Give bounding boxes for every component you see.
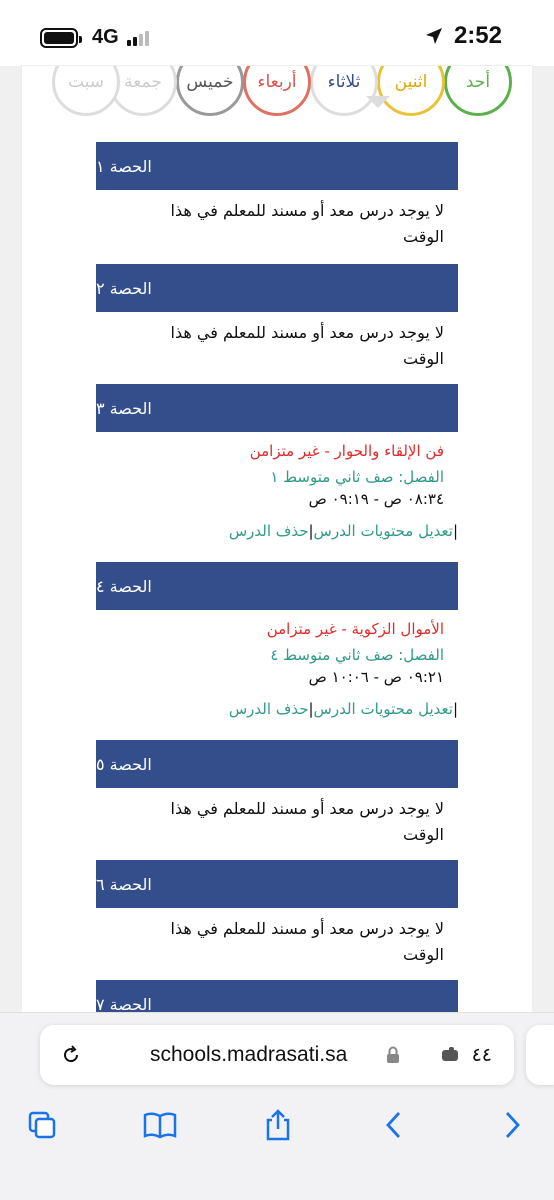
period-title: الحصة ٤ <box>96 576 152 596</box>
separator: | <box>452 700 458 718</box>
location-arrow-icon <box>424 26 444 46</box>
next-tab-preview[interactable] <box>526 1025 554 1085</box>
edit-lesson-link[interactable]: تعديل محتويات الدرس <box>313 700 453 718</box>
address-bar[interactable] <box>40 1025 514 1085</box>
period-header <box>96 562 458 610</box>
period-title: الحصة ٢ <box>96 278 152 298</box>
delete-lesson-link[interactable]: حذف الدرس <box>228 700 309 718</box>
day-thursday[interactable] <box>176 66 244 116</box>
signal-icon <box>127 30 149 46</box>
period-7 <box>96 980 458 1012</box>
day-label: اثنين <box>394 72 428 92</box>
status-time: 2:52 <box>453 22 502 49</box>
period-1 <box>96 142 458 250</box>
period-5 <box>96 740 458 848</box>
page-margin-left <box>0 66 22 1012</box>
no-lesson-message: لا يوجد درس معد أو مسند للمعلم في هذا الوقت <box>170 323 444 368</box>
day-selector <box>52 66 512 118</box>
bookmarks-icon[interactable] <box>140 1105 180 1145</box>
period-title: الحصة ١ <box>96 156 152 176</box>
period-2 <box>96 264 458 372</box>
page-margin-right <box>532 66 554 1012</box>
lesson-time: ٠٨:٣٤ ص - ٠٩:١٩ ص <box>308 490 444 508</box>
period-6 <box>96 860 458 968</box>
separator: | <box>308 522 314 540</box>
extension-icon[interactable] <box>440 1045 462 1065</box>
period-header <box>96 740 458 788</box>
text-size-label[interactable]: ٤٤ <box>471 1044 492 1066</box>
day-label: أربعاء <box>257 72 297 92</box>
selected-day-pointer <box>366 96 390 108</box>
delete-lesson-link[interactable]: حذف الدرس <box>228 522 309 540</box>
back-icon[interactable] <box>374 1105 414 1145</box>
lock-icon <box>386 1046 400 1064</box>
lesson-title[interactable]: فن الإلقاء والحوار - غير متزامن <box>249 442 444 460</box>
schedule-page <box>22 66 532 1012</box>
period-header <box>96 384 458 432</box>
day-label: ثلاثاء <box>327 72 361 92</box>
period-title: الحصة ٥ <box>96 754 152 774</box>
share-icon[interactable] <box>258 1105 298 1145</box>
lesson-title[interactable]: الأموال الزكوية - غير متزامن <box>266 620 444 638</box>
day-sunday[interactable] <box>444 66 512 116</box>
day-label: أحد <box>465 72 491 92</box>
period-header <box>96 142 458 190</box>
lesson-class: الفصل: صف ثاني متوسط ٤ <box>270 646 444 664</box>
lesson-actions <box>96 522 458 540</box>
period-header <box>96 980 458 1012</box>
day-label: خميس <box>186 72 234 92</box>
reload-icon[interactable] <box>60 1044 82 1066</box>
period-4 <box>96 562 458 718</box>
browser-toolbar <box>0 1105 554 1165</box>
reader-controls[interactable] <box>440 1044 492 1066</box>
status-left <box>40 26 149 49</box>
no-lesson-message: لا يوجد درس معد أو مسند للمعلم في هذا الوقت <box>170 799 444 844</box>
url-text[interactable]: schools.madrasati.sa <box>150 1043 348 1066</box>
period-header <box>96 860 458 908</box>
day-friday[interactable] <box>109 66 177 116</box>
separator: | <box>308 700 314 718</box>
lesson-class: الفصل: صف ثاني متوسط ١ <box>270 468 444 486</box>
period-header <box>96 264 458 312</box>
no-lesson-message: لا يوجد درس معد أو مسند للمعلم في هذا الوقت <box>170 201 444 246</box>
forward-icon[interactable] <box>492 1105 532 1145</box>
day-tuesday[interactable] <box>310 66 378 116</box>
day-label: جمعة <box>124 72 162 92</box>
day-label: سبت <box>67 72 105 92</box>
tabs-icon[interactable] <box>22 1105 62 1145</box>
separator: | <box>452 522 458 540</box>
day-monday[interactable] <box>377 66 445 116</box>
period-title: الحصة ٦ <box>96 874 152 894</box>
period-3 <box>96 384 458 540</box>
lesson-time: ٠٩:٢١ ص - ١٠:٠٦ ص <box>308 668 444 686</box>
battery-icon <box>40 28 78 48</box>
status-bar <box>0 0 554 66</box>
no-lesson-message: لا يوجد درس معد أو مسند للمعلم في هذا الوقت <box>170 919 444 964</box>
edit-lesson-link[interactable]: تعديل محتويات الدرس <box>313 522 453 540</box>
day-saturday[interactable] <box>52 66 120 116</box>
network-label: 4G <box>92 26 119 48</box>
period-title: الحصة ٧ <box>96 994 152 1012</box>
status-right <box>424 22 502 50</box>
lesson-actions <box>96 700 458 718</box>
period-title: الحصة ٣ <box>96 398 152 418</box>
browser-bottom-bar <box>0 1012 554 1200</box>
day-wednesday[interactable] <box>243 66 311 116</box>
